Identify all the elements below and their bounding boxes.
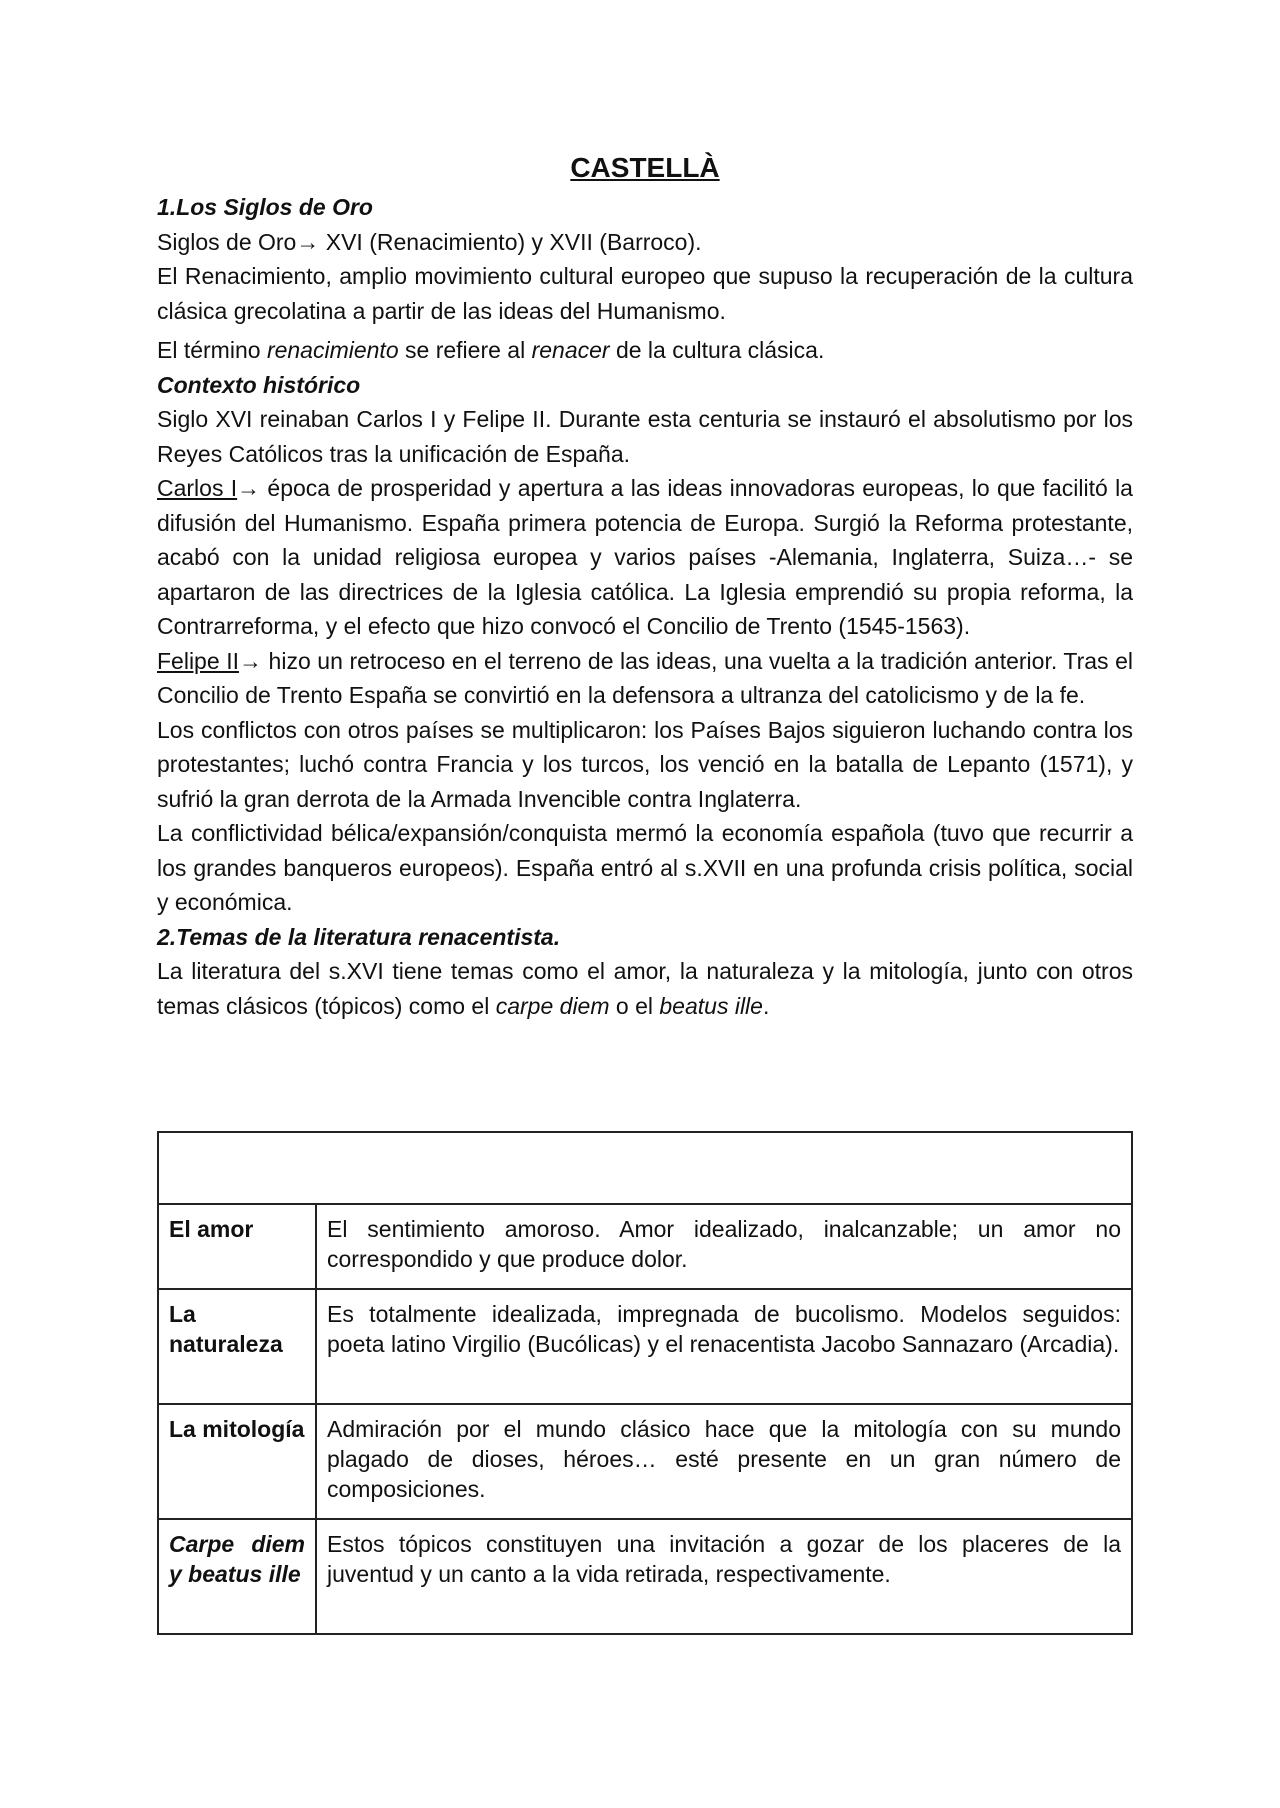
text-run: → hizo un retroceso en el terreno de las ideas, una vuelta a la tradición anterior. Tras el Concilio de Trento España se convirtió en la defensora a ultranza del catolicismo y de la fe. — [157, 647, 1133, 708]
text-run: de la cultura clásica. — [609, 337, 825, 363]
table-row — [158, 1519, 1132, 1634]
table-row — [158, 1289, 1132, 1404]
underlined-term-carlos-i: Carlos I — [157, 475, 238, 501]
document-body — [157, 150, 1133, 1023]
paragraph-siglo-xvi: Siglo XVI reinaban Carlos I y Felipe II. Durante esta centuria se instauró el absolutismo por los Reyes Católicos tras la unificación de España. — [157, 406, 1133, 467]
text-run: La literatura del s.XVI tiene temas como el amor, la naturaleza y la mitología, junto con otros temas clásicos (tópicos) como el — [157, 958, 1133, 1019]
italic-term-renacer: renacer — [531, 337, 610, 363]
text-run: se refiere al — [398, 337, 532, 363]
paragraph-felipe-ii — [157, 644, 1133, 713]
text-run: El término — [157, 337, 267, 363]
topics-table — [157, 1131, 1133, 1635]
table-row-text: Estos tópicos constituyen una invitación a gozar de los placeres de la juventud y un canto a la vida retirada, respectivamente. — [316, 1519, 1132, 1634]
paragraph-renacimiento: El Renacimiento, amplio movimiento cultural europeo que supuso la recuperación de la cultura clásica grecolatina a partir de las ideas del Humanismo. — [157, 263, 1133, 324]
table-header-cell — [158, 1132, 1132, 1204]
italic-term-renacimiento: renacimiento — [266, 337, 399, 363]
underlined-term-felipe-ii: Felipe II — [157, 647, 239, 674]
table-row-label: Carpe diem y beatus ille — [158, 1519, 316, 1634]
italic-term-carpe-diem: carpe diem — [495, 992, 610, 1019]
paragraph-siglos-de-oro: Siglos de Oro→ XVI (Renacimiento) y XVII (Barroco). — [157, 228, 702, 255]
table-row-label: La naturaleza — [158, 1289, 316, 1404]
paragraph-conflictos: Los conflictos con otros países se multiplicaron: los Países Bajos siguieron luchando contra los protestantes; luchó contra Francia y los turcos, los venció en la batalla de Lepanto (1571), y sufrió la gran derrota de la Armada Invencible contra Inglaterra. — [157, 716, 1133, 812]
section-heading-contexto: Contexto histórico — [157, 371, 361, 398]
page-title: CASTELLÀ — [570, 152, 720, 183]
italic-term-beatus-ille: beatus ille — [659, 992, 763, 1019]
table-row — [158, 1204, 1132, 1289]
table-row-label: La mitología — [158, 1404, 316, 1519]
paragraph-temas — [157, 954, 1133, 1023]
table-row-text: El sentimiento amoroso. Amor idealizado, inalcanzable; un amor no correspondido y que produce dolor. — [316, 1204, 1132, 1289]
paragraph-conflictividad: La conflictividad bélica/expansión/conquista mermó la economía española (tuvo que recurrir a los grandes banqueros europeos). España entró al s.XVII en una profunda crisis política, social y económica. — [157, 820, 1133, 915]
paragraph-termino — [157, 333, 1133, 368]
table-row-text: Admiración por el mundo clásico hace que la mitología con su mundo plagado de dioses, héroes… esté presente en un gran número de composiciones. — [316, 1404, 1132, 1519]
table-header-row — [158, 1132, 1132, 1204]
section-heading-temas: 2.Temas de la literatura renacentista. — [157, 923, 561, 950]
table-row — [158, 1404, 1132, 1519]
text-run: o el — [609, 992, 660, 1019]
text-run: → época de prosperidad y apertura a las ideas innovadoras europeas, lo que facilitó la difusión del Humanismo. España primera potencia de Europa. Surgió la Reforma protestante, acabó con la unidad religiosa europea y varios países -Alemania, Inglaterra, Suiza…- se apartaron de las directrices de la Iglesia católica. La Iglesia emprendió su propia reforma, la Contrarreforma, y el efecto que hizo convocó el Concilio de Trento (1545-1563). — [157, 475, 1133, 639]
section-heading-siglos-de-oro: 1.Los Siglos de Oro — [157, 194, 373, 220]
text-run: . — [762, 992, 770, 1019]
table-row-text: Es totalmente idealizada, impregnada de bucolismo. Modelos seguidos: poeta latino Virgilio (Bucólicas) y el renacentista Jacobo Sannazaro (Arcadia). — [316, 1289, 1132, 1404]
table-row-label: El amor — [158, 1204, 316, 1289]
paragraph-carlos-i — [157, 471, 1133, 644]
